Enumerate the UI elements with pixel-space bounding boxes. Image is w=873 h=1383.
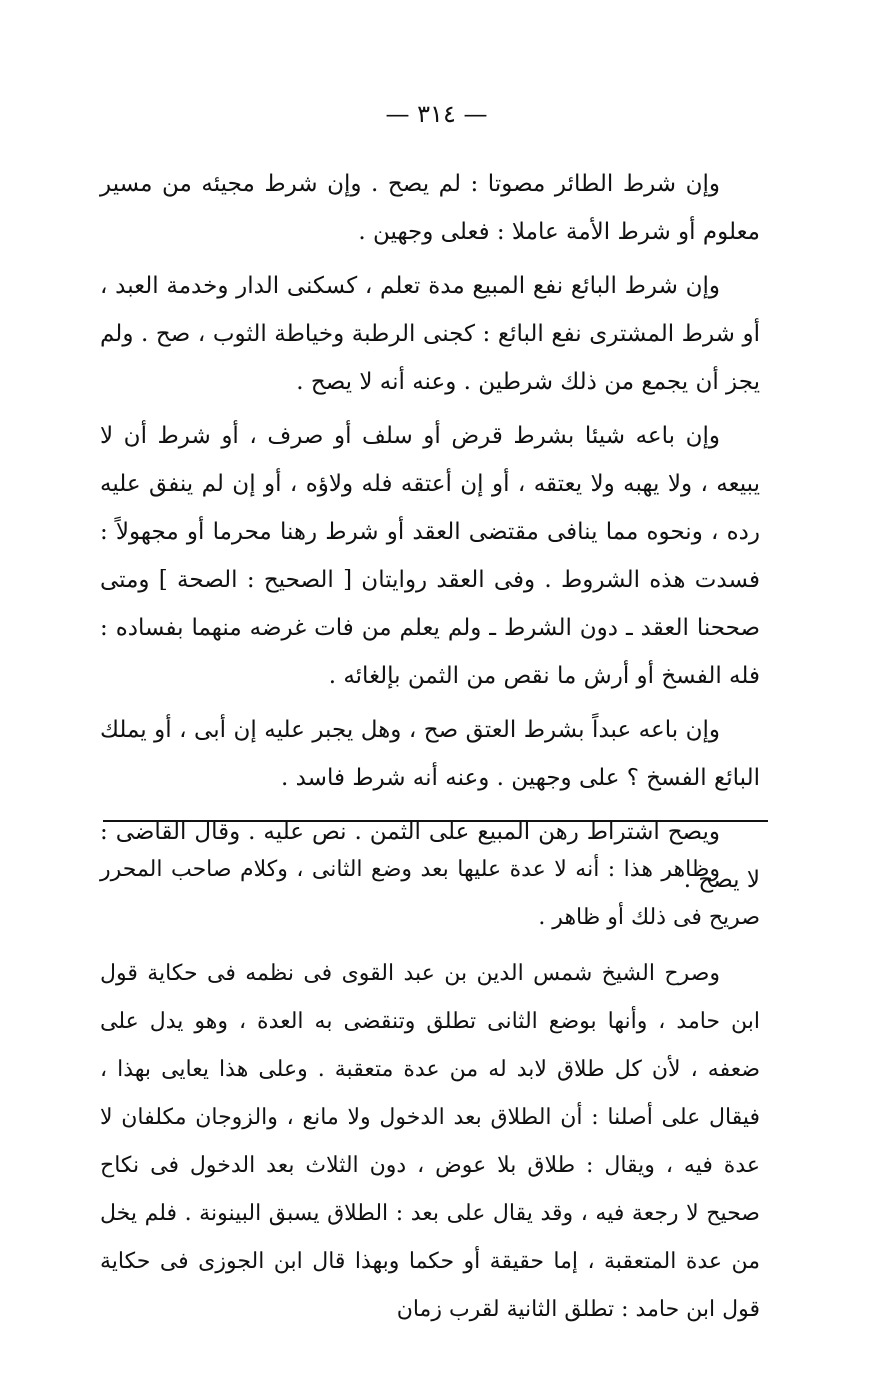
page-number: — ٣١٤ —: [385, 100, 488, 128]
main-paragraph: وإن باعه شيئا بشرط قرض أو سلف أو صرف ، أو شرط أن لا يبيعه ، ولا يهبه ولا يعتقه ، أو إن أعتقه فله ولاؤه ، أو إن لم ينفق عليه رده ، ونحوه مما ينافى مقتضى العقد أو شرط رهنا محرما أو مجهولاً : فسدت هذه الشروط . وفى العقد روايتان [ الصحيح : الصحة ] ومتى صححنا العقد ـ دون الشرط ـ ولم يعلم من فات غرضه منهما بفساده : فله الفسخ أو أرش ما نقص من الثمن بإلغائه .: [100, 423, 760, 689]
main-paragraph: وإن باعه عبداً بشرط العتق صح ، وهل يجبر عليه إن أبى ، أو يملك البائع الفسخ ؟ على وجهين . وعنه أنه شرط فاسد .: [100, 717, 760, 791]
footnote-separator: [103, 820, 768, 822]
footnote-text: [100, 846, 760, 1342]
footnote-paragraph: وصرح الشيخ شمس الدين بن عبد القوى فى نظمه فى حكاية قول ابن حامد ، وأنها بوضع الثانى تطلق وتنقضى به العدة ، وهو يدل على ضعفه ، لأن كل طلاق لابد له من عدة متعقبة . وعلى هذا يعايى بهذا ، فيقال على أصلنا : أن الطلاق بعد الدخول ولا مانع ، والزوجان مكلفان لا عدة فيه ، ويقال : طلاق بلا عوض ، دون الثلاث بعد الدخول فى نكاح صحيح لا رجعة فيه ، وقد يقال على بعد : الطلاق يسبق البينونة . فلم يخل من عدة المتعقبة ، إما حقيقة أو حكما وبهذا قال ابن الجوزى فى حكاية قول ابن حامد : تطلق الثانية لقرب زمان: [100, 961, 760, 1322]
main-text: [100, 160, 760, 910]
main-paragraph: وإن شرط البائع نفع المبيع مدة تعلم ، كسكنى الدار وخدمة العبد ، أو شرط المشترى نفع البائع : كجنى الرطبة وخياطة الثوب ، صح . ولم يجز أن يجمع من ذلك شرطين . وعنه أنه لا يصح .: [100, 273, 760, 395]
footnote-paragraph: وظاهر هذا : أنه لا عدة عليها بعد وضع الثانى ، وكلام صاحب المحرر صريح فى ذلك أو ظاهر .: [100, 857, 760, 930]
main-paragraph: وإن شرط الطائر مصوتا : لم يصح . وإن شرط مجيئه من مسير معلوم أو شرط الأمة عاملا : فعلى وجهين .: [100, 171, 760, 245]
main-paragraph: ويصح اشتراط رهن المبيع على الثمن . نص عليه . وقال القاضى : لا يصح .: [100, 819, 760, 893]
